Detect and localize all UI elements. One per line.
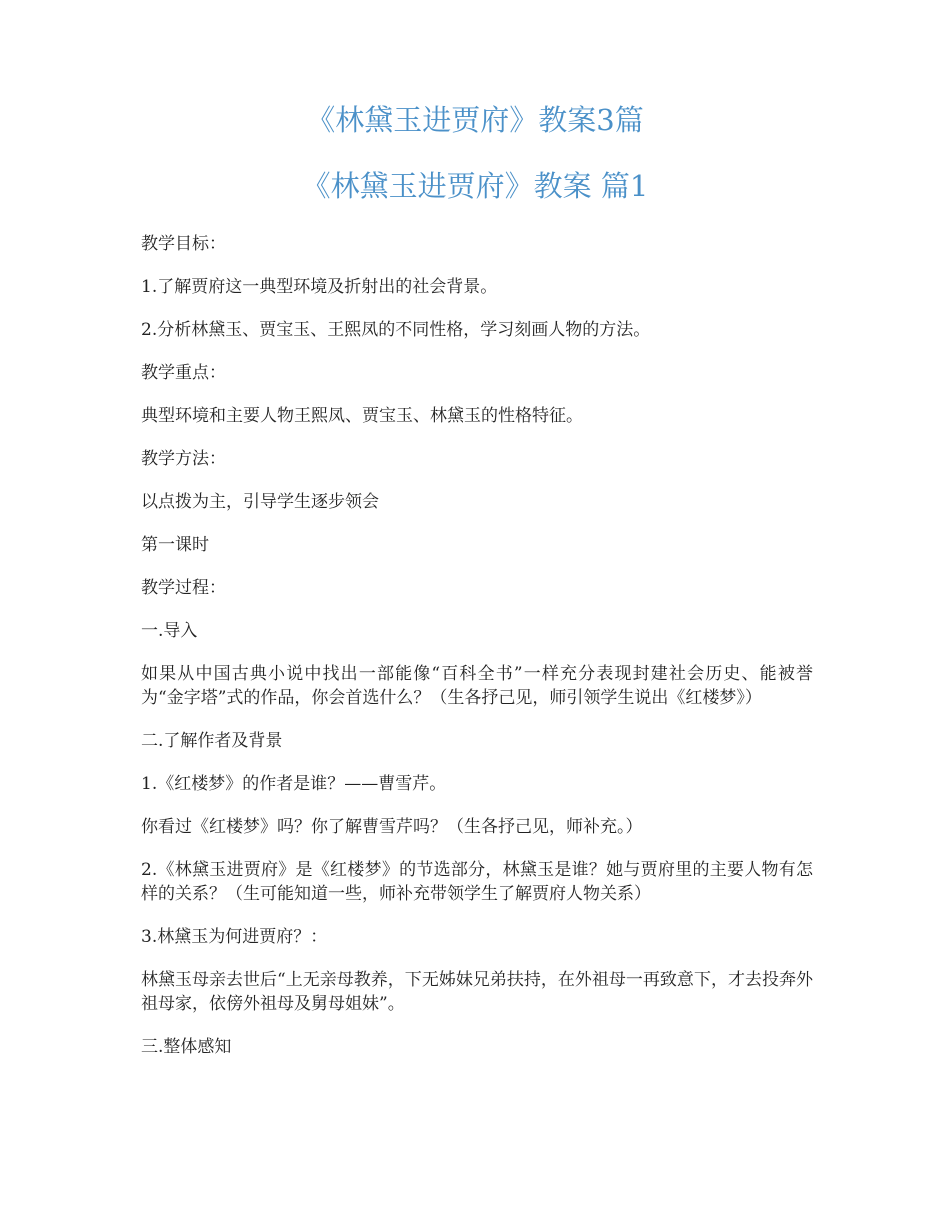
paragraph-author-heading: 二.了解作者及背景 [141, 731, 283, 751]
paragraph-methods-heading: 教学方法： [141, 449, 226, 469]
document-title: 《林黛玉进贾府》教案3篇 [306, 103, 644, 137]
paragraph-author-question: 1.《红楼梦》的作者是谁？——曹雪芹。 [141, 774, 447, 794]
paragraph-why-answer: 林黛玉母亲去世后“上无亲母教养，下无姊妹兄弟扶持，在外祖母一再致意下，才去投奔外祖母家，依傍外祖母及舅母姐妹”。 [141, 970, 813, 1014]
paragraph-lesson-one: 第一课时 [141, 535, 209, 555]
paragraph-process-heading: 教学过程： [141, 578, 226, 598]
document-body [141, 232, 813, 1078]
paragraph-key-points: 典型环境和主要人物王熙凤、贾宝玉、林黛玉的性格特征。 [141, 406, 583, 426]
paragraph-goal-1: 1.了解贾府这一典型环境及折射出的社会背景。 [141, 277, 498, 297]
paragraph-goal-2: 2.分析林黛玉、贾宝玉、王熙凤的不同性格，学习刻画人物的方法。 [141, 320, 651, 340]
section-title: 《林黛玉进贾府》教案 篇1 [301, 169, 649, 203]
paragraph-overall-heading: 三.整体感知 [141, 1037, 232, 1057]
paragraph-methods: 以点拨为主，引导学生逐步领会 [141, 492, 379, 512]
paragraph-teaching-goals-heading: 教学目标： [141, 234, 226, 254]
paragraph-read-question: 你看过《红楼梦》吗？你了解曹雪芹吗？（生各抒己见，师补充。） [141, 817, 643, 837]
paragraph-excerpt-question: 2.《林黛玉进贾府》是《红楼梦》的节选部分，林黛玉是谁？她与贾府里的主要人物有怎样的关系？（生可能知道一些，师补充带领学生了解贾府人物关系） [141, 860, 813, 904]
paragraph-intro-heading: 一.导入 [141, 621, 198, 641]
paragraph-key-points-heading: 教学重点： [141, 363, 226, 383]
paragraph-intro-text: 如果从中国古典小说中找出一部能像“百科全书”一样充分表现封建社会历史、能被誉为“金字塔”式的作品，你会首选什么？（生各抒己见，师引领学生说出《红楼梦》） [141, 664, 813, 708]
paragraph-why-question: 3.林黛玉为何进贾府？： [141, 927, 328, 947]
